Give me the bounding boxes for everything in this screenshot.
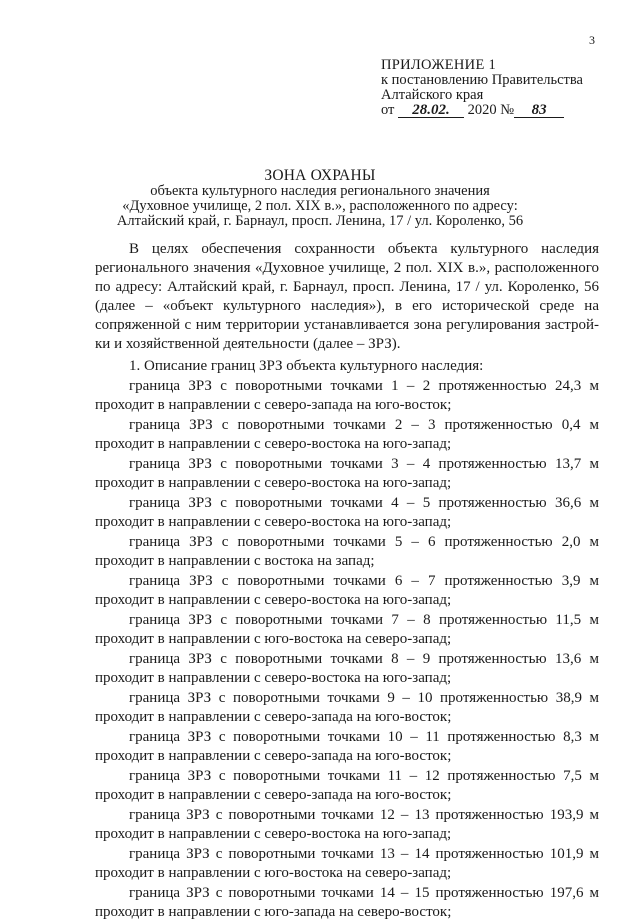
heading-line-2: «Духовное училище, 2 пол. XIX в.», расположенного по адресу: [122, 198, 518, 214]
boundary-entry [95, 455, 599, 493]
appendix-date-line [381, 103, 621, 118]
boundary-entry-line-2: проходит в направлении с северо-востока на юго-запад; [95, 475, 452, 491]
boundary-entry-line-1: граница ЗРЗ с поворотными точками 4 – 5 протяженностью 36,6 м [129, 495, 599, 511]
heading-title: ЗОНА ОХРАНЫ [264, 167, 376, 184]
heading-line-1: объекта культурного наследия регионального значения [150, 183, 490, 199]
boundary-entry-line-1: граница ЗРЗ с поворотными точками 7 – 8 протяженностью 11,5 м [129, 612, 599, 628]
boundary-entry [95, 806, 599, 844]
boundary-entry-line-2: проходит в направлении с северо-востока на юго-запад; [95, 514, 452, 530]
boundary-entry-line-2: проходит в направлении с северо-востока на юго-запад; [95, 826, 452, 842]
boundary-entry-line-2: проходит в направлении с северо-запада на юго-восток; [95, 748, 452, 764]
boundary-entry [95, 650, 599, 688]
boundary-entry-line-2: проходит в направлении с северо-запада на юго-восток; [95, 709, 452, 725]
resolution-date-value: 28.02. [412, 102, 450, 118]
boundary-entry-line-1: граница ЗРЗ с поворотными точками 13 – 14 протяженностью 101,9 м [129, 846, 599, 862]
boundary-entry-line-1: граница ЗРЗ с поворотными точками 8 – 9 протяженностью 13,6 м [129, 651, 599, 667]
appendix-line-1: к постановлению Правительства [381, 72, 583, 88]
appendix-title: ПРИЛОЖЕНИЕ 1 [381, 57, 497, 73]
appendix-block [381, 58, 621, 118]
boundary-entry [95, 767, 599, 805]
boundary-entry-line-2: проходит в направлении с северо-запада на юго-восток; [95, 397, 452, 413]
boundary-entry-line-2: проходит в направлении с юго-востока на северо-запад; [95, 631, 452, 647]
boundary-entry-line-1: граница ЗРЗ с поворотными точками 3 – 4 протяженностью 13,7 м [129, 456, 599, 472]
boundary-entry-line-1: граница ЗРЗ с поворотными точками 10 – 11 протяженностью 8,3 м [129, 729, 599, 745]
boundary-entry-line-1: граница ЗРЗ с поворотными точками 1 – 2 протяженностью 24,3 м [129, 378, 599, 394]
boundary-entry-line-2: проходит в направлении с северо-востока на юго-запад; [95, 592, 452, 608]
section-title: 1. Описание границ ЗРЗ объекта культурного наследия: [129, 358, 484, 374]
boundary-entry-line-1: граница ЗРЗ с поворотными точками 6 – 7 протяженностью 3,9 м [129, 573, 599, 589]
appendix-line-2: Алтайского края [381, 87, 484, 103]
boundary-entry [95, 689, 599, 727]
boundary-entry-line-1: граница ЗРЗ с поворотными точками 11 – 12 протяженностью 7,5 м [129, 768, 599, 784]
resolution-date [398, 103, 464, 118]
boundary-entry [95, 377, 599, 415]
document-body [95, 240, 599, 922]
boundary-entry-line-2: проходит в направлении с северо-востока на юго-запад; [95, 670, 452, 686]
heading-line-3: Алтайский край, г. Барнаул, просп. Ленина, 17 / ул. Короленко, 56 [116, 213, 524, 229]
resolution-number-value: 83 [531, 102, 547, 118]
boundary-entry [95, 416, 599, 454]
boundary-entry [95, 845, 599, 883]
boundary-list [95, 377, 599, 922]
intro-paragraph: В целях обеспечения сохранности объекта культурного наследия регионального значения «Духовное училище, 2 пол. XIX в.», расположенного по адресу: Алтайский край, г. Барнаул, просп. Ленина, 17 / ул. Короленко, 56 (далее – «объект культурного наследия»), в его исторической среде на сопряженной с ним территории устанавливается зона регулирования застрой-ки и хозяйственной деятельности (далее – ЗРЗ). [95, 241, 599, 352]
number-sign: № [500, 102, 515, 118]
boundary-entry-line-2: проходит в направлении с северо-запада на юго-восток; [95, 787, 452, 803]
boundary-entry-line-2: проходит в направлении с востока на запад; [95, 553, 375, 569]
resolution-number [514, 103, 564, 118]
boundary-entry-line-1: граница ЗРЗ с поворотными точками 12 – 13 протяженностью 193,9 м [129, 807, 599, 823]
boundary-entry [95, 611, 599, 649]
boundary-entry [95, 572, 599, 610]
boundary-entry-line-2: проходит в направлении с юго-востока на северо-запад; [95, 865, 452, 881]
boundary-entry-line-1: граница ЗРЗ с поворотными точками 9 – 10 протяженностью 38,9 м [129, 690, 599, 706]
resolution-year: 2020 [467, 102, 497, 118]
boundary-entry-line-1: граница ЗРЗ с поворотными точками 2 – 3 протяженностью 0,4 м [129, 417, 599, 433]
boundary-entry-line-1: граница ЗРЗ с поворотными точками 14 – 15 протяженностью 197,6 м [129, 885, 599, 901]
boundary-entry-line-2: проходит в направлении с северо-востока на юго-запад; [95, 436, 452, 452]
boundary-entry-line-1: граница ЗРЗ с поворотными точками 5 – 6 протяженностью 2,0 м [129, 534, 599, 550]
boundary-entry [95, 533, 599, 571]
boundary-entry [95, 494, 599, 532]
page-number: 3 [589, 33, 595, 47]
date-prefix: от [381, 102, 395, 118]
document-heading [90, 168, 550, 229]
boundary-entry-line-2: проходит в направлении с юго-запада на северо-восток; [95, 904, 452, 920]
boundary-entry [95, 884, 599, 922]
boundary-entry [95, 728, 599, 766]
